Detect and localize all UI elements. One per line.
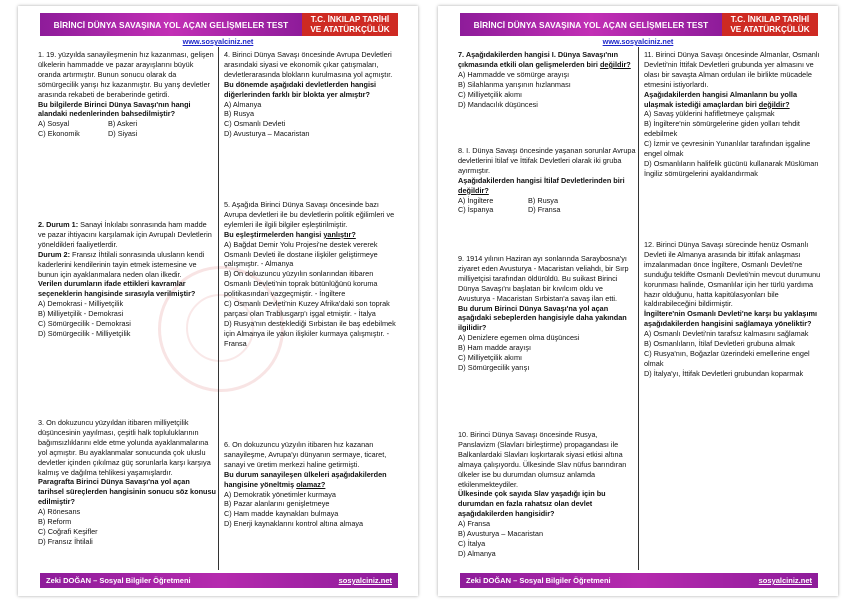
option-b[interactable]: B) Osmanlıların, İtilaf Devletleri grubuna almak [644,339,795,349]
worksheet-page-2 [438,6,838,596]
option-b[interactable]: B) Rusya [528,195,559,205]
option-b[interactable]: B) Reform [38,517,72,527]
option-b[interactable]: B) Avusturya – Macaristan [458,529,544,539]
option-d[interactable]: D) Siyasi [108,129,138,139]
option-c[interactable]: C) Ham madde kaynakları bulmaya [224,509,339,519]
option-c[interactable]: C) Milliyetçilik akımı [458,89,523,99]
question-7: 7. Aşağıdakilerden hangisi I. Dünya Savaşı'nın çıkmasında etkili olan gelişmelerden biri değildir? A) Hammadde ve sömürge arayışı B) Silahlanma yarışının hızlanması C) Milliyetçilik akımı D) Mandacılık düşüncesi [458,50,636,109]
option-d[interactable]: D) Enerji kaynaklarını kontrol altına almaya [224,519,364,529]
author-credit: Zeki DOĞAN – Sosyal Bilgiler Öğretmeni [46,576,191,585]
option-d[interactable]: D) Fransız İhtilali [38,536,93,546]
page-footer [460,573,818,588]
subject-label: T.C. İNKILAP TARİHİ VE ATATÜRKÇÜLÜK [722,13,818,36]
option-d[interactable]: D) Avusturya – Macaristan [224,129,310,139]
option-c[interactable]: C) Ekonomik [38,129,80,139]
question-5: 5. Aşağıda Birinci Dünya Savaşı öncesinde bazı Avrupa devletleri ile bu devletlerin politik eğilimleri ve eylemleri ile ilgili bilgiler eşleştirilmiştir. Bu eşleştirmelerden hangisi yanlıştır? A) Bağdat Demir Yolu Projesi'ne destek vererek Osmanlı Devleti ile dostane ilişkiler geliştirmeye çalışmıştır. - Almanya B) On dokuzuncu yüzyılın sonlarından itibaren Osmanlı Devleti'nin toprak bütünlüğünü koruma politikasından vazgeçmiştir. - İngiltere C) Osmanlı Devleti'nin Kuzey Afrika'daki son toprak parçası olan Trablusgarp'ı işgal etmiştir. - İtalya D) Rusya'nın desteklediği Sırbistan ile baş edebilmek için Almanya ile yakın ilişkiler kurmaya çalışmıştır. - Fransa [224,200,402,349]
question-3: 3. On dokuzuncu yüzyıldan itibaren milliyetçilik düşüncesinin yayılması, çeşitli halk topluluklarının bağımsızlıklarını elde etme yolunda ayaklanmalarına yol açmıştır. Bu ayaklanmalar sonucunda çok uluslu devletler içinden çıkılmaz güç sorunlarla karşı karşıya kalmış ve dağılma tehlikesi yaşamışlardır. Paragrafta Birinci Dünya Savaşı'na yol açan tarihsel süreçlerden hangisinin sonucu söz konusu edilmiştir? A) Rönesans B) Reform C) Coğrafi Keşifler D) Fransız İhtilali [38,418,217,546]
page-header [460,13,818,36]
option-d[interactable]: D) İtalya'yı, İttifak Devletleri grubundan koparmak [644,368,804,378]
test-title: BİRİNCİ DÜNYA SAVAŞINA YOL AÇAN GELİŞMELER TEST [40,13,302,36]
option-c[interactable]: C) Milliyetçilik akımı [458,353,523,363]
option-a[interactable]: A) Fransa [458,519,491,529]
option-c[interactable]: C) Osmanlı Devleti [224,119,286,129]
option-b[interactable]: B) Silahlanma yarışının hızlanması [458,79,571,89]
question-8: 8. I. Dünya Savaşı öncesinde yaşanan sorunlar Avrupa devletlerini İtilaf ve İttifak Devletleri olarak iki gruba ayırmıştır. Aşağıdakilerden hangisi İtilaf Devletlerinden biri değildir? A) İngiltere B) Rusya C) İspanya D) Fransa [458,146,636,215]
footer-site-link[interactable]: sosyalciniz.net [338,576,392,585]
option-c[interactable]: C) Osmanlı Devleti'nin Kuzey Afrika'daki son toprak parçası olan Trablusgarp'ı işgal etmiştir. - İtalya [224,299,390,318]
test-title: BİRİNCİ DÜNYA SAVAŞINA YOL AÇAN GELİŞMELER TEST [460,13,722,36]
option-c[interactable]: C) İspanya [458,205,494,215]
worksheet-page-1 [18,6,418,596]
option-c[interactable]: C) İzmir ve çevresinin Yunanlılar tarafından işgaline engel olmak [644,139,811,159]
option-d[interactable]: D) Sömürgecilik yarışı [458,362,530,372]
option-d[interactable]: D) Sömürgecilik - Milliyetçilik [38,328,131,338]
option-b[interactable]: B) On dokuzuncu yüzyılın sonlarından itibaren Osmanlı Devleti'nin toprak bütünlüğünü koruma politikasından vazgeçmiştir. - İngiltere [224,269,378,299]
question-1: 1. 19. yüzyılda sanayileşmenin hız kazanması, gelişen ülkelerin hammadde ve pazar arayışlarını büyük oranda artırmıştır. Bunun sonucu olarak da sömürgecilik yarışı hız kazanmıştır. Bu yarış devletler arasında rekabeti de beraberinde getirdi. Bu bilgilerde Birinci Dünya Savaşı'nın hangi alandaki nedenlerinden bahsedilmiştir? A) Sosyal B) Askeri C) Ekonomik D) Siyasi [38,50,214,139]
option-d[interactable]: D) Fransa [528,205,561,215]
option-a[interactable]: A) Hammadde ve sömürge arayışı [458,69,570,79]
option-b[interactable]: B) Askeri [108,119,138,129]
option-b[interactable]: B) İngiltere'nin sömürgelerine giden yolları tehdit edebilmek [644,119,800,139]
option-a[interactable]: A) Sosyal [38,119,70,129]
author-credit: Zeki DOĞAN – Sosyal Bilgiler Öğretmeni [466,576,611,585]
website-link[interactable]: www.sosyalciniz.net [182,37,254,46]
option-a[interactable]: A) Bağdat Demir Yolu Projesi'ne destek vererek Osmanlı Devleti ile dostane ilişkiler geliştirmeye çalışmıştır. - Almanya [224,239,378,269]
subject-label: T.C. İNKILAP TARİHİ VE ATATÜRKÇÜLÜK [302,13,398,36]
question-9: 9. 1914 yılının Haziran ayı sonlarında Saraybosna'yı ziyaret eden Avusturya - Macaristan veliahdı, bir Sırp milliyetçisi tarafından öldürüldü. Bu suikast Birinci Dünya Savaşı'nı başlatan bir kıvılcım oldu ve Avusturya - Macaristan Sırbistan'a savaş ilan etti. Bu durum Birinci Dünya Savaşı'na yol açan aşağıdaki sebeplerden hangisiyle daha yakından ilgilidir? A) Denizlere egemen olma düşüncesi B) Ham madde arayışı C) Milliyetçilik akımı D) Sömürgecilik yarışı [458,254,636,373]
option-b[interactable]: B) Ham madde arayışı [458,343,531,353]
option-d[interactable]: D) Mandacılık düşüncesi [458,99,538,109]
option-b[interactable]: B) Milliyetçilik - Demokrasi [38,309,124,319]
option-a[interactable]: A) Demokrasi - Milliyetçilik [38,299,124,309]
option-a[interactable]: A) Almanya [224,99,262,109]
page-footer [40,573,398,588]
question-10: 10. Birinci Dünya Savaşı öncesinde Rusya, Panslavizm (Slavları birleştirme) propagandası ile Balkanlardaki Slavları kışkırtarak siyasi etkisi altına almaya çalışıyordu. Ülkesinde Slav nüfus barındıran ülkeler ise bu durumdan olumsuz anlamda etkilenmekteydiler. Ülkesinde çok sayıda Slav yaşadığı için bu durumdan en fazla rahatsız olan devlet aşağıdakilerden hangisidir? A) Fransa B) Avusturya – Macaristan C) İtalya D) Almanya [458,430,636,559]
option-b[interactable]: B) Pazar alanlarını genişletmeye [224,499,330,509]
option-d[interactable]: D) Osmanlıların halifelik gücünü kullanarak Müslüman İngiliz sömürgelerini ayaklandırmak [644,158,819,178]
option-d[interactable]: D) Rusya'nın desteklediği Sırbistan ile baş edebilmek için Almanya ile yakın ilişkiler kurmaya çalışmıştır. - Fransa [224,318,396,348]
option-a[interactable]: A) Rönesans [38,507,81,517]
option-c[interactable]: C) İtalya [458,538,486,548]
option-a[interactable]: A) Demokratik yönetimler kurmaya [224,489,336,499]
option-a[interactable]: A) Denizlere egemen olma düşüncesi [458,333,580,343]
option-a[interactable]: A) İngiltere [458,195,494,205]
website-link[interactable]: www.sosyalciniz.net [602,37,674,46]
footer-site-link[interactable]: sosyalciniz.net [758,576,812,585]
option-c[interactable]: C) Coğrafi Keşifler [38,526,98,536]
question-2: 2. Durum 1: Sanayi İnkılabı sonrasında ham madde ve pazar ihtiyacını karşılamak için Avrupalı Devletlerin yöneldikleri faaliyetlerdir. Durum 2: Fransız İhtilali sonrasında ulusların kendi kaderlerini kendilerinin tayin etmek istemesine ve bunun için ayaklanmalara neden olan ilkedir. Verilen durumların ifade ettikleri kavramlar seçeneklerin hangisinde sırasıyla verilmiştir? A) Demokrasi - Milliyetçilik B) Milliyetçilik - Demokrasi C) Sömürgecilik - Demokrasi D) Sömürgecilik - Milliyetçilik [38,220,216,339]
option-c[interactable]: C) Rusya'nın, Boğazlar üzerindeki emellerine engel olmak [644,348,810,368]
question-4: 4. Birinci Dünya Savaşı öncesinde Avrupa Devletleri arasındaki siyasi ve ekonomik çıkar çatışmaları, devletlerarasında blokların kurulmasına yol açmıştır. Bu dönemde aşağıdaki devletlerden hangisi diğerlerinden farklı bir blokta yer almıştır? A) Almanya B) Rusya C) Osmanlı Devleti D) Avusturya – Macaristan [224,50,402,139]
column-divider [638,47,639,570]
option-b[interactable]: B) Rusya [224,109,255,119]
option-a[interactable]: A) Savaş yüklerini hafifletmeye çalışmak [644,109,775,119]
option-c[interactable]: C) Sömürgecilik - Demokrasi [38,319,131,329]
option-a[interactable]: A) Osmanlı Devleti'nin tarafsız kalmasını sağlamak [644,329,809,339]
column-divider [218,47,219,570]
option-d[interactable]: D) Almanya [458,548,496,558]
question-12: 12. Birinci Dünya Savaşı sürecinde henüz Osmanlı Devleti ile Almanya arasında bir ittifak anlaşması imzalanmadan önce İngiltere, Osmanlı Devleti'ne sunduğu teklifte Osmanlı Devleti'nin mevcut durumunu korunması halinde, Osmanlılar için her türlü yardıma hazır olduğunu, hatta kapitülasyonları bile kaldırabileceğini bildirmiştir. İngiltere'nin Osmanlı Devleti'ne karşı bu yaklaşımı aşağıdakilerden hangisini sağlamaya yöneliktir? A) Osmanlı Devleti'nin tarafsız kalmasını sağlamak B) Osmanlıların, İtilaf Devletleri grubuna almak C) Rusya'nın, Boğazlar üzerindeki emellerine engel olmak D) İtalya'yı, İttifak Devletleri grubundan koparmak [644,240,821,378]
question-11: 11. Birinci Dünya Savaşı öncesinde Almanlar, Osmanlı Devleti'nin İttifak Devletleri grubunda yer almasını ve olası bir savaşta Alman orduları ile birlikte mücadele etmesini istiyorlardı. Aşağıdakilerden hangisi Almanların bu yolla ulaşmak istediği amaçlardan biri değildir? A) Savaş yüklerini hafifletmeye çalışmak B) İngiltere'nin sömürgelerine giden yolları tehdit edebilmek C) İzmir ve çevresinin Yunanlılar tarafından işgaline engel olmak D) Osmanlıların halifelik gücünü kullanarak Müslüman İngiliz sömürgelerini ayaklandırmak [644,50,822,179]
question-6: 6. On dokuzuncu yüzyılın itibaren hız kazanan sanayileşme, Avrupa'yı dünyanın sermaye, ticaret, sanayi ve üretim merkezi haline getirmişti. Bu durum sanayileşen ülkeleri aşağıdakilerden hangisine yöneltmiş olamaz? A) Demokratik yönetimler kurmaya B) Pazar alanlarını genişletmeye C) Ham madde kaynakları bulmaya D) Enerji kaynaklarını kontrol altına almaya [224,440,402,529]
page-header [40,13,398,36]
